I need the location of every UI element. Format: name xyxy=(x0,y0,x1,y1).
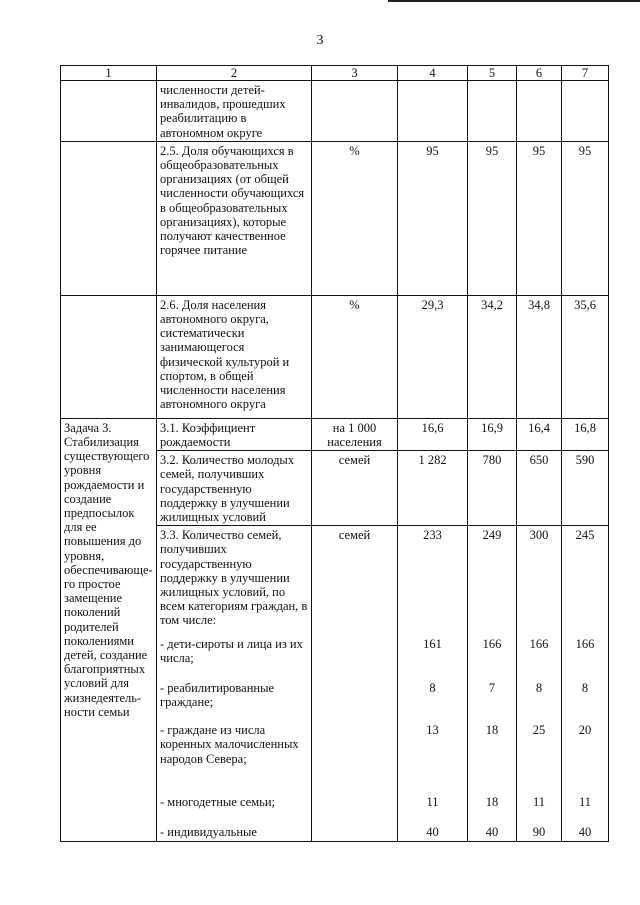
value: 18 xyxy=(485,723,499,738)
value: 20 xyxy=(578,723,592,738)
task-cell xyxy=(61,81,157,142)
unit-cell xyxy=(312,81,398,142)
value: 166 xyxy=(482,637,502,652)
value: 13 xyxy=(426,723,439,738)
unit-cell: % xyxy=(312,295,398,418)
value-cell xyxy=(398,81,468,142)
value-cell xyxy=(562,81,609,142)
value-cell: 16,4 xyxy=(517,418,562,450)
value-cell xyxy=(517,81,562,142)
value-cell: 34,8 xyxy=(517,295,562,418)
value-cell: 1 282 xyxy=(398,451,468,526)
task-cell: Задача 3. Стабилизация существующего уровня рождаемости и создание предпосылок для ее повышения до уровня, обеспечивающе-го простое замещение поколений родителей поколениями детей, создание благоприятных условий для жизнедеятель-ности семьи xyxy=(61,418,157,841)
value: 166 xyxy=(529,637,549,652)
value-cell xyxy=(468,81,517,142)
indicator-text: 3.3. Количество семей, получивших государственную поддержку в улучшении жилищных условий, по всем категориям граждан, в том числе: xyxy=(160,528,308,628)
value: 7 xyxy=(488,681,496,696)
column-header: 3 xyxy=(312,66,398,81)
value: 90 xyxy=(532,825,546,840)
value: 40 xyxy=(485,825,499,840)
table-row xyxy=(61,295,609,418)
column-header: 7 xyxy=(562,66,609,81)
value-cell xyxy=(517,526,562,842)
task-cell xyxy=(61,295,157,418)
sub-item-label: - индивидуальные xyxy=(160,825,257,840)
column-header: 5 xyxy=(468,66,517,81)
indicators-table xyxy=(60,65,609,842)
top-rule xyxy=(388,0,640,2)
value: 11 xyxy=(578,795,592,810)
page-number: 3 xyxy=(316,33,324,48)
value-cell: 16,6 xyxy=(398,418,468,450)
table-header-row xyxy=(61,66,609,81)
indicator-cell: численности детей-инвалидов, прошедших реабилитацию в автономном округе xyxy=(157,81,312,142)
value-cell: 650 xyxy=(517,451,562,526)
column-header: 2 xyxy=(157,66,312,81)
task-cell xyxy=(61,141,157,295)
table-row xyxy=(61,418,609,450)
value: 233 xyxy=(423,528,442,543)
indicator-cell: 3.2. Количество молодых семей, получивших государственную поддержку в улучшении жилищных условий xyxy=(157,451,312,526)
value-cell: 16,9 xyxy=(468,418,517,450)
indicator-cell: 2.5. Доля обучающихся в общеобразовательных организациях (от общей численности обучающихся в общеобразовательных организациях), которые получают качественное горячее питание xyxy=(157,141,312,295)
value: 18 xyxy=(485,795,499,810)
sub-item-label: - граждане из числа коренных малочисленных народов Севера; xyxy=(160,723,299,766)
value-cell: 95 xyxy=(517,141,562,295)
value: 40 xyxy=(578,825,592,840)
column-header: 1 xyxy=(61,66,157,81)
table-row xyxy=(61,81,609,142)
value: 40 xyxy=(426,825,439,840)
column-header: 6 xyxy=(517,66,562,81)
value-cell: 95 xyxy=(562,141,609,295)
table-row xyxy=(61,141,609,295)
value-cell: 29,3 xyxy=(398,295,468,418)
indicator-cell: 3.1. Коэффициент рождаемости xyxy=(157,418,312,450)
value: 8 xyxy=(535,681,543,696)
sub-item-label: - дети-сироты и лица из их числа; xyxy=(160,637,303,666)
value-cell xyxy=(398,526,468,842)
unit-cell: семей xyxy=(312,451,398,526)
indicator-cell xyxy=(157,526,312,842)
value-cell: 95 xyxy=(398,141,468,295)
sub-item-label: - реабилитированные граждане; xyxy=(160,681,275,710)
value: 249 xyxy=(482,528,502,543)
value: 11 xyxy=(426,795,439,810)
sub-item-label: - многодетные семьи; xyxy=(160,795,275,810)
value: 300 xyxy=(529,528,549,543)
unit-cell: % xyxy=(312,141,398,295)
value-cell xyxy=(562,526,609,842)
value-cell: 590 xyxy=(562,451,609,526)
value: 245 xyxy=(575,528,595,543)
value: 161 xyxy=(423,637,442,652)
value: 8 xyxy=(429,681,436,696)
value-cell: 95 xyxy=(468,141,517,295)
indicator-cell: 2.6. Доля населения автономного округа, систематически занимающегося физической культурой и спортом, в общей численности населения автономного округа xyxy=(157,295,312,418)
value-cell: 16,8 xyxy=(562,418,609,450)
value-cell: 34,2 xyxy=(468,295,517,418)
value-cell: 780 xyxy=(468,451,517,526)
column-header: 4 xyxy=(398,66,468,81)
unit-cell: семей xyxy=(312,526,398,842)
value: 8 xyxy=(581,681,589,696)
value: 11 xyxy=(532,795,546,810)
value-cell: 35,6 xyxy=(562,295,609,418)
value: 25 xyxy=(532,723,546,738)
unit-cell: на 1 000 населения xyxy=(312,418,398,450)
value: 166 xyxy=(575,637,595,652)
value-cell xyxy=(468,526,517,842)
